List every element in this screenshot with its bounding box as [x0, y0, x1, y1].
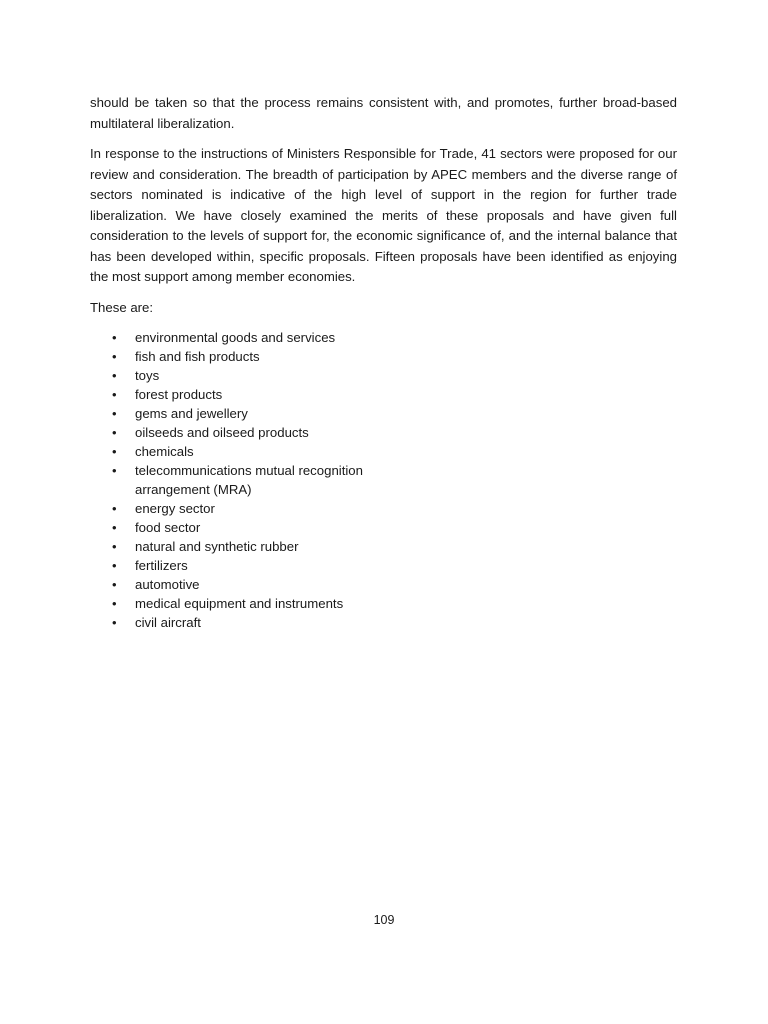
list-item-text: natural and synthetic rubber: [135, 539, 299, 554]
list-item: [90, 328, 375, 347]
list-item-text: oilseeds and oilseed products: [135, 425, 309, 440]
list-item-text: toys: [135, 368, 160, 383]
page-content: [90, 93, 677, 632]
list-item: [90, 594, 455, 613]
bullet-icon: •: [112, 425, 117, 440]
bullet-icon: •: [112, 387, 117, 402]
bullet-icon: •: [112, 368, 117, 383]
bullet-icon: •: [112, 539, 117, 554]
bullet-icon: •: [112, 558, 117, 573]
bullet-icon: •: [112, 596, 117, 611]
bullet-icon: •: [112, 615, 117, 630]
list-item-text: fertilizers: [135, 558, 188, 573]
list-item-text: energy sector: [135, 501, 215, 516]
bullet-icon: •: [112, 406, 117, 421]
list-item: [90, 366, 375, 385]
list-item-text: environmental goods and services: [135, 330, 336, 345]
list-item-text: telecommunications mutual recognition arrangement (MRA): [135, 463, 363, 497]
list-item: [90, 613, 375, 632]
list-item-text: food sector: [135, 520, 201, 535]
list-item-text: medical equipment and instruments: [135, 596, 344, 611]
list-item-text: civil aircraft: [135, 615, 201, 630]
page-number: 109: [373, 913, 395, 927]
bullet-icon: •: [112, 501, 117, 516]
list-item: [90, 518, 375, 537]
list-item: [90, 461, 375, 499]
bullet-icon: •: [112, 520, 117, 535]
list-item-text: fish and fish products: [135, 349, 260, 364]
bullet-icon: •: [112, 444, 117, 459]
list-item-text: forest products: [135, 387, 223, 402]
list-item: [90, 499, 375, 518]
list-item: [90, 442, 375, 461]
bullet-icon: •: [112, 330, 117, 345]
list-item: [90, 423, 375, 442]
list-item-text: chemicals: [135, 444, 194, 459]
list-item-text: gems and jewellery: [135, 406, 248, 421]
sector-list: [90, 328, 677, 632]
paragraph-these-are: These are:: [90, 299, 154, 315]
list-item: [90, 347, 375, 366]
bullet-icon: •: [112, 349, 117, 364]
paragraph-continuation: should be taken so that the process remains consistent with, and promotes, further broad-based multilateral liberalization.: [90, 95, 677, 131]
bullet-icon: •: [112, 577, 117, 592]
list-item: [90, 385, 375, 404]
list-item: [90, 556, 375, 575]
list-item: [90, 537, 375, 556]
paragraph-sectors-proposed: In response to the instructions of Ministers Responsible for Trade, 41 sectors were proposed for our review and consideration. The breadth of participation by APEC members and the diverse range of sectors nominated is indicative of the high level of support in the region for further trade liberalization. We have closely examined the merits of these proposals and have given full consideration to the levels of support for, the economic significance of, and the internal balance that has been developed within, specific proposals. Fifteen proposals have been identified as enjoying the most support among member economies.: [90, 146, 677, 284]
list-item: [90, 404, 375, 423]
list-item-text: automotive: [135, 577, 200, 592]
list-item: [90, 575, 375, 594]
bullet-icon: •: [112, 463, 117, 478]
